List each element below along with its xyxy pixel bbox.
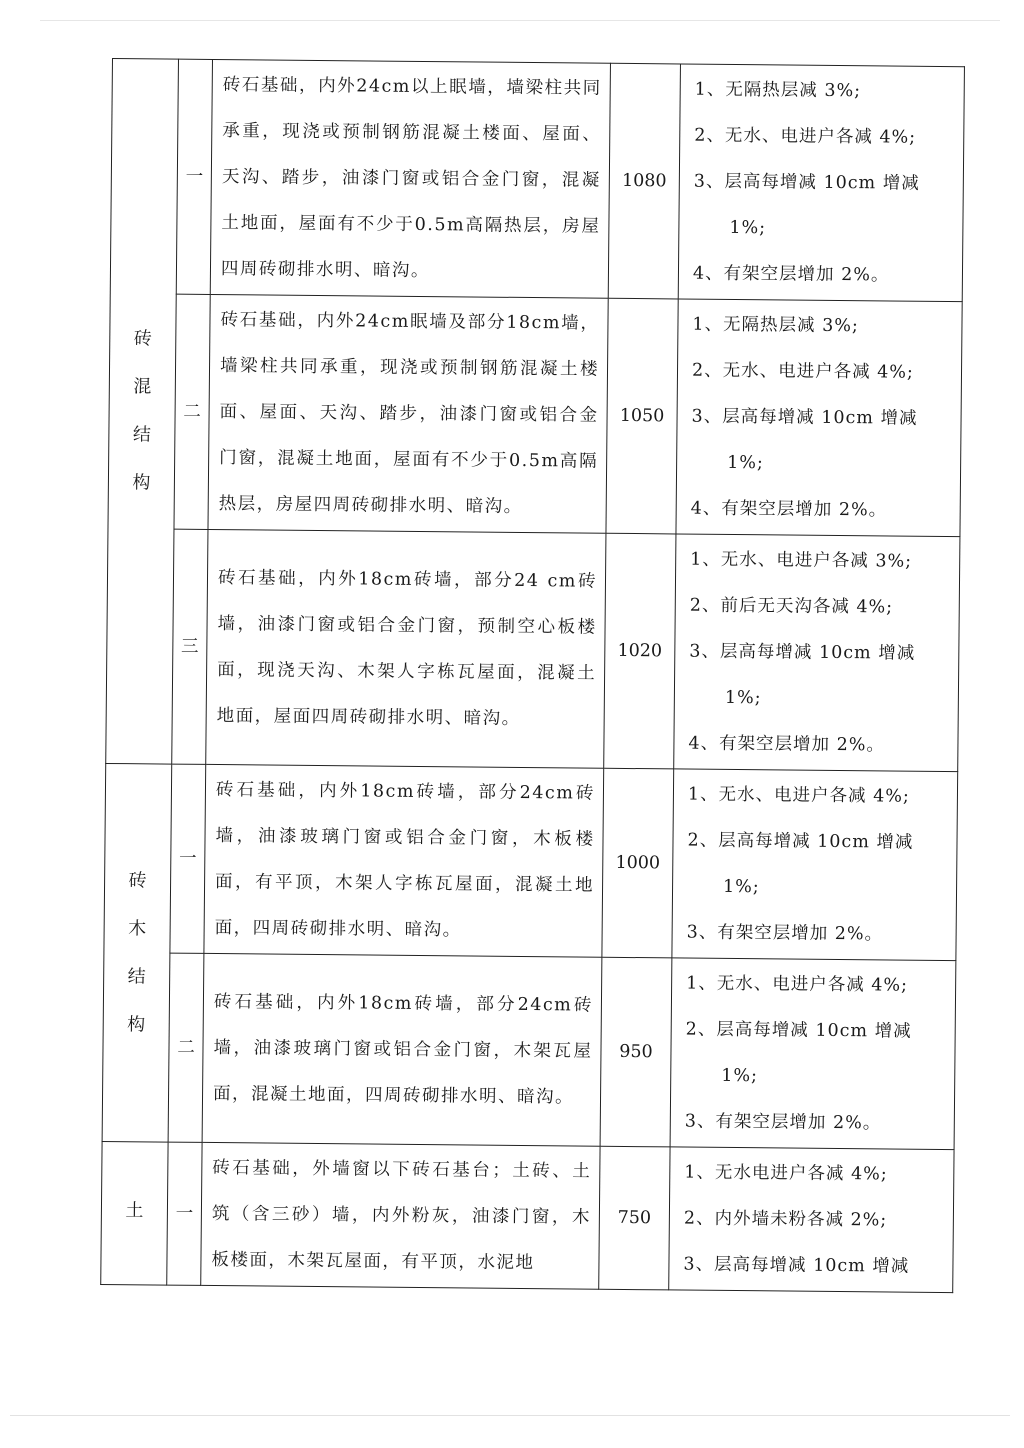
price-cell: 950 <box>600 957 672 1147</box>
adjustment-cell <box>669 1147 954 1293</box>
adjustment-item: 1%; <box>727 452 764 474</box>
description-cell: 砖石基础，内外18cm砖墙，部分24cm砖墙，油漆玻璃门窗或铝合金门窗，木架瓦屋面，混凝土地面，四周砖砌排水明、暗沟。 <box>202 953 602 1146</box>
structure-char: 结 <box>132 424 151 446</box>
adjustment-item: 2、前后无天沟各减 4%; <box>689 595 894 618</box>
scan-edge-top <box>40 20 1000 21</box>
structure-label-brick-concrete <box>106 59 179 765</box>
adjustment-item: 3、层高每增减 10cm 增减 <box>691 406 918 429</box>
adjustment-item: 1、无水电进户各减 4%; <box>684 1162 888 1185</box>
description-cell: 砖石基础，内外18cm砖墙，部分24cm砖墙，油漆玻璃门窗或铝合金门窗，木板楼面，有平顶，木架人字栋瓦屋面，混凝土地面，四周砖砌排水明、暗沟。 <box>204 764 604 957</box>
grade-cell: 一 <box>167 1142 202 1285</box>
structure-char: 构 <box>132 472 151 494</box>
adjustment-cell <box>672 769 958 961</box>
grade-cell: 一 <box>176 59 212 294</box>
adjustment-item: 1、无水、电进户各减 4%; <box>687 784 910 807</box>
adjustment-cell <box>678 64 964 302</box>
structure-char: 砖 <box>128 869 147 891</box>
description-cell: 砖石基础，内外24cm眠墙及部分18cm墙，墙梁柱共同承重，现浇或预制钢筋混凝土楼面、屋面、天沟、踏步，油漆门窗或铝合金门窗，混凝土地面，屋面有不少于0.5m高隔热层，房屋四周砖砌排水明、暗沟。 <box>208 294 608 533</box>
structure-char: 砖 <box>133 328 152 350</box>
description-cell: 砖石基础，外墙窗以下砖石基台；土砖、土筑（含三砂）墙，内外粉灰，油漆门窗，木板楼面，木架瓦屋面，有平顶，水泥地 <box>201 1142 600 1289</box>
structure-char: 构 <box>127 1013 146 1035</box>
description-cell: 砖石基础，内外18cm砖墙，部分24 cm砖墙，油漆门窗或铝合金门窗，预制空心板楼面，现浇天沟、木架人字栋瓦屋面，混凝土地面，屋面四周砖砌排水明、暗沟。 <box>206 529 606 768</box>
adjustment-item: 2、无水、电进户各减 4%; <box>694 125 917 148</box>
adjustment-cell <box>676 299 962 537</box>
adjustment-item: 2、层高每增减 10cm 增减 <box>685 1019 912 1042</box>
price-cell: 1000 <box>602 768 674 958</box>
adjustment-item: 3、有架空层增加 2%。 <box>684 1111 882 1134</box>
price-cell: 1050 <box>606 298 678 534</box>
adjustment-item: 4、有架空层增加 2%。 <box>690 498 888 521</box>
adjustment-item: 3、层高每增减 10cm 增减 <box>683 1254 910 1277</box>
table-row <box>108 293 962 536</box>
price-cell: 1080 <box>608 63 680 299</box>
structure-label-earth <box>101 1141 168 1285</box>
adjustment-item: 2、内外墙未粉各减 2%; <box>683 1208 888 1231</box>
adjustment-item: 1%; <box>729 217 767 239</box>
adjustment-item: 3、层高每增减 10cm 增减 <box>689 641 916 664</box>
adjustment-item: 1、无水、电进户各减 4%; <box>686 973 909 996</box>
grade-cell: 三 <box>172 529 208 764</box>
adjustment-cell <box>670 958 956 1150</box>
adjustment-item: 2、无水、电进户各减 4%; <box>691 360 914 383</box>
grade-cell: 二 <box>168 953 204 1142</box>
scan-edge-bottom <box>10 1415 1010 1416</box>
grade-cell: 一 <box>170 764 206 953</box>
building-price-table <box>100 58 965 1293</box>
table-row <box>102 952 956 1149</box>
adjustment-item: 1、无隔热层减 3%; <box>692 314 859 337</box>
table-row <box>104 763 958 960</box>
adjustment-item: 4、有架空层增加 2%。 <box>688 733 886 756</box>
adjustment-cell <box>674 534 960 772</box>
structure-char: 木 <box>128 917 147 939</box>
adjustment-item: 1%; <box>721 1065 759 1087</box>
table-row <box>106 528 960 771</box>
price-cell: 1020 <box>604 533 676 769</box>
adjustment-item: 1%; <box>722 876 760 898</box>
structure-char: 结 <box>127 965 146 987</box>
adjustment-item: 4、有架空层增加 2%。 <box>692 263 890 286</box>
structure-label-brick-wood <box>102 763 172 1142</box>
structure-char: 土 <box>125 1199 144 1221</box>
grade-cell: 二 <box>174 294 210 529</box>
structure-char: 混 <box>133 376 152 398</box>
adjustment-item: 1%; <box>724 687 762 709</box>
adjustment-item: 3、层高每增减 10cm 增减 <box>693 171 920 194</box>
adjustment-item: 3、有架空层增加 2%。 <box>686 922 884 945</box>
price-cell: 750 <box>599 1146 670 1290</box>
description-cell: 砖石基础，内外24cm以上眠墙，墙梁柱共同承重，现浇或预制钢筋混凝土楼面、屋面、天沟、踏步，油漆门窗或铝合金门窗，混凝土地面，屋面有不少于0.5m高隔热层，房屋四周砖砌排水明、暗沟。 <box>210 59 610 298</box>
adjustment-item: 1、无水、电进户各减 3%; <box>690 549 913 572</box>
adjustment-item: 1、无隔热层减 3%; <box>694 79 862 102</box>
adjustment-item: 2、层高每增减 10cm 增减 <box>687 830 914 853</box>
table-row <box>110 59 964 302</box>
table-row <box>101 1141 954 1292</box>
